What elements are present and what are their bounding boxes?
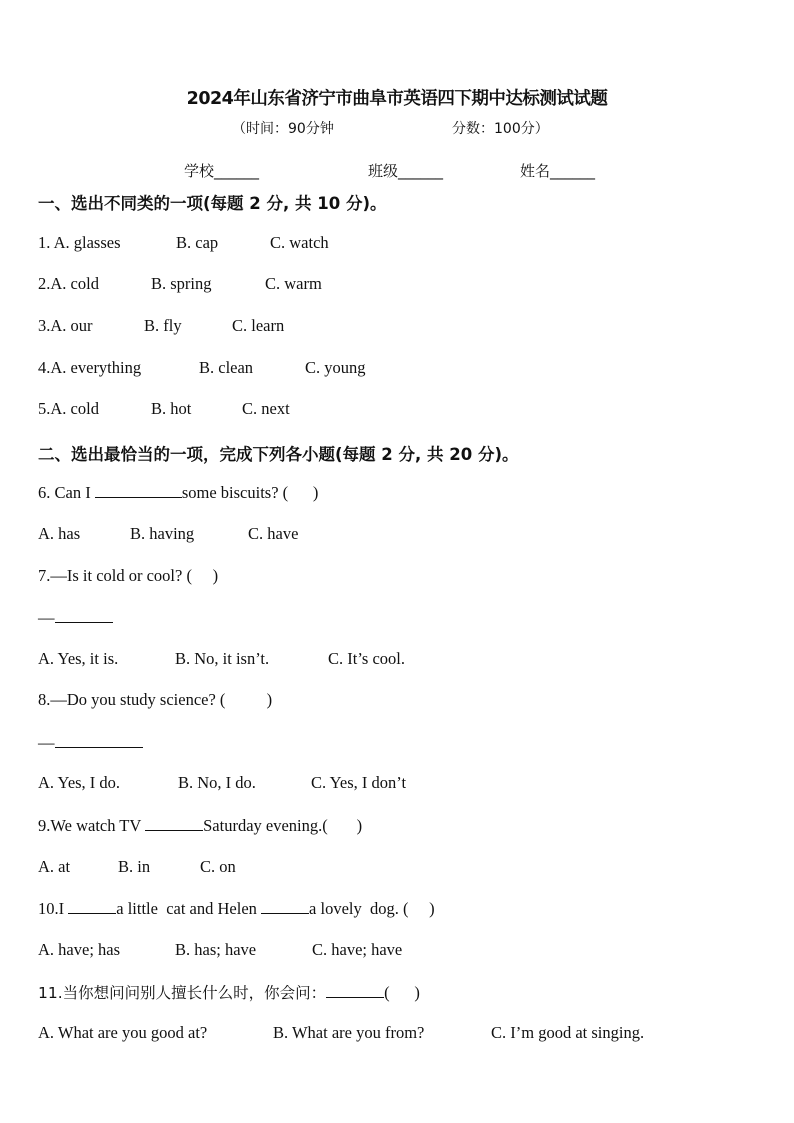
q11-stem-end: ( ) — [384, 983, 420, 1002]
section2-heading: 二、选出最恰当的一项，完成下列各小题(每题 2 分, 共 20 分)。 — [38, 445, 519, 464]
q8-blank — [55, 732, 143, 748]
total-score: 分数：100分） — [452, 121, 549, 137]
q9-option-a: A. at — [38, 857, 71, 876]
q6-option-b: B. having — [130, 524, 195, 543]
q8-option-c: C. Yes, I don’t — [311, 773, 407, 792]
q8-answer-line — [38, 732, 143, 753]
name-field: 姓名______ — [520, 162, 596, 180]
question-11 — [38, 982, 420, 1003]
q8-option-b: B. No, I do. — [178, 773, 256, 792]
q4-option-b: B. clean — [199, 358, 254, 377]
question-9 — [38, 815, 362, 836]
q6-blank — [95, 482, 182, 498]
q1-option-b: B. cap — [176, 233, 219, 252]
q8-dash: — — [38, 733, 55, 752]
q11-option-b: B. What are you from? — [273, 1023, 425, 1042]
question-6 — [38, 482, 318, 503]
q4-option-c: C. young — [305, 358, 366, 377]
q11-stem-start: 11.当你想问问别人擅长什么时，你会问： — [38, 984, 327, 1002]
time-limit: （时间：90分钟 — [232, 121, 334, 137]
q6-option-a: A. has — [38, 524, 81, 543]
q4-option-a: 4.A. everything — [38, 358, 142, 377]
q7-option-a: A. Yes, it is. — [38, 649, 119, 668]
q7-answer-line — [38, 607, 113, 628]
q10-stem-end: a lovely dog. ( ) — [309, 899, 435, 918]
q5-option-a: 5.A. cold — [38, 399, 99, 418]
q5-option-c: C. next — [242, 399, 290, 418]
q7-blank — [55, 607, 113, 623]
page-title: 2024年山东省济宁市曲阜市英语四下期中达标测试试题 — [186, 89, 608, 109]
q10-option-c: C. have; have — [312, 940, 403, 959]
class-field: 班级______ — [368, 162, 444, 180]
q10-option-a: A. have; has — [38, 940, 121, 959]
q9-stem-end: Saturday evening.( ) — [203, 816, 363, 835]
q10-blank-2 — [261, 898, 309, 914]
q6-option-c: C. have — [248, 524, 299, 543]
q3-option-a: 3.A. our — [38, 316, 93, 335]
q2-option-c: C. warm — [265, 274, 322, 293]
q1-option-c: C. watch — [270, 233, 329, 252]
question-1 — [38, 233, 121, 253]
q5-option-b: B. hot — [151, 399, 192, 418]
q3-option-c: C. learn — [232, 316, 285, 335]
q10-option-b: B. has; have — [175, 940, 257, 959]
q8-stem: 8.—Do you study science? ( ) — [38, 690, 273, 709]
q9-blank — [145, 815, 203, 831]
q11-option-c: C. I’m good at singing. — [491, 1023, 645, 1042]
q6-stem-start: 6. Can I — [38, 483, 95, 502]
q9-option-b: B. in — [118, 857, 151, 876]
q2-option-a: 2.A. cold — [38, 274, 99, 293]
q11-blank — [326, 982, 384, 998]
q7-stem: 7.—Is it cold or cool? ( ) — [38, 566, 219, 585]
section1-heading: 一、选出不同类的一项(每题 2 分, 共 10 分)。 — [38, 194, 387, 213]
q7-dash: — — [38, 608, 55, 627]
q11-option-a: A. What are you good at? — [38, 1023, 208, 1042]
q1-option-a: 1. A. glasses — [38, 233, 121, 252]
q6-stem-end: some biscuits? ( ) — [181, 483, 319, 502]
q2-option-b: B. spring — [151, 274, 212, 293]
school-field: 学校______ — [184, 162, 260, 180]
q10-stem-mid: a little cat and Helen — [116, 899, 262, 918]
q9-stem-start: 9.We watch TV — [38, 816, 146, 835]
q3-option-b: B. fly — [144, 316, 182, 335]
q7-option-c: C. It’s cool. — [328, 649, 405, 668]
q10-stem-start: 10.I — [38, 899, 69, 918]
question-10 — [38, 898, 435, 919]
q7-option-b: B. No, it isn’t. — [175, 649, 270, 668]
q9-option-c: C. on — [200, 857, 236, 876]
q8-option-a: A. Yes, I do. — [38, 773, 121, 792]
q10-blank-1 — [68, 898, 116, 914]
